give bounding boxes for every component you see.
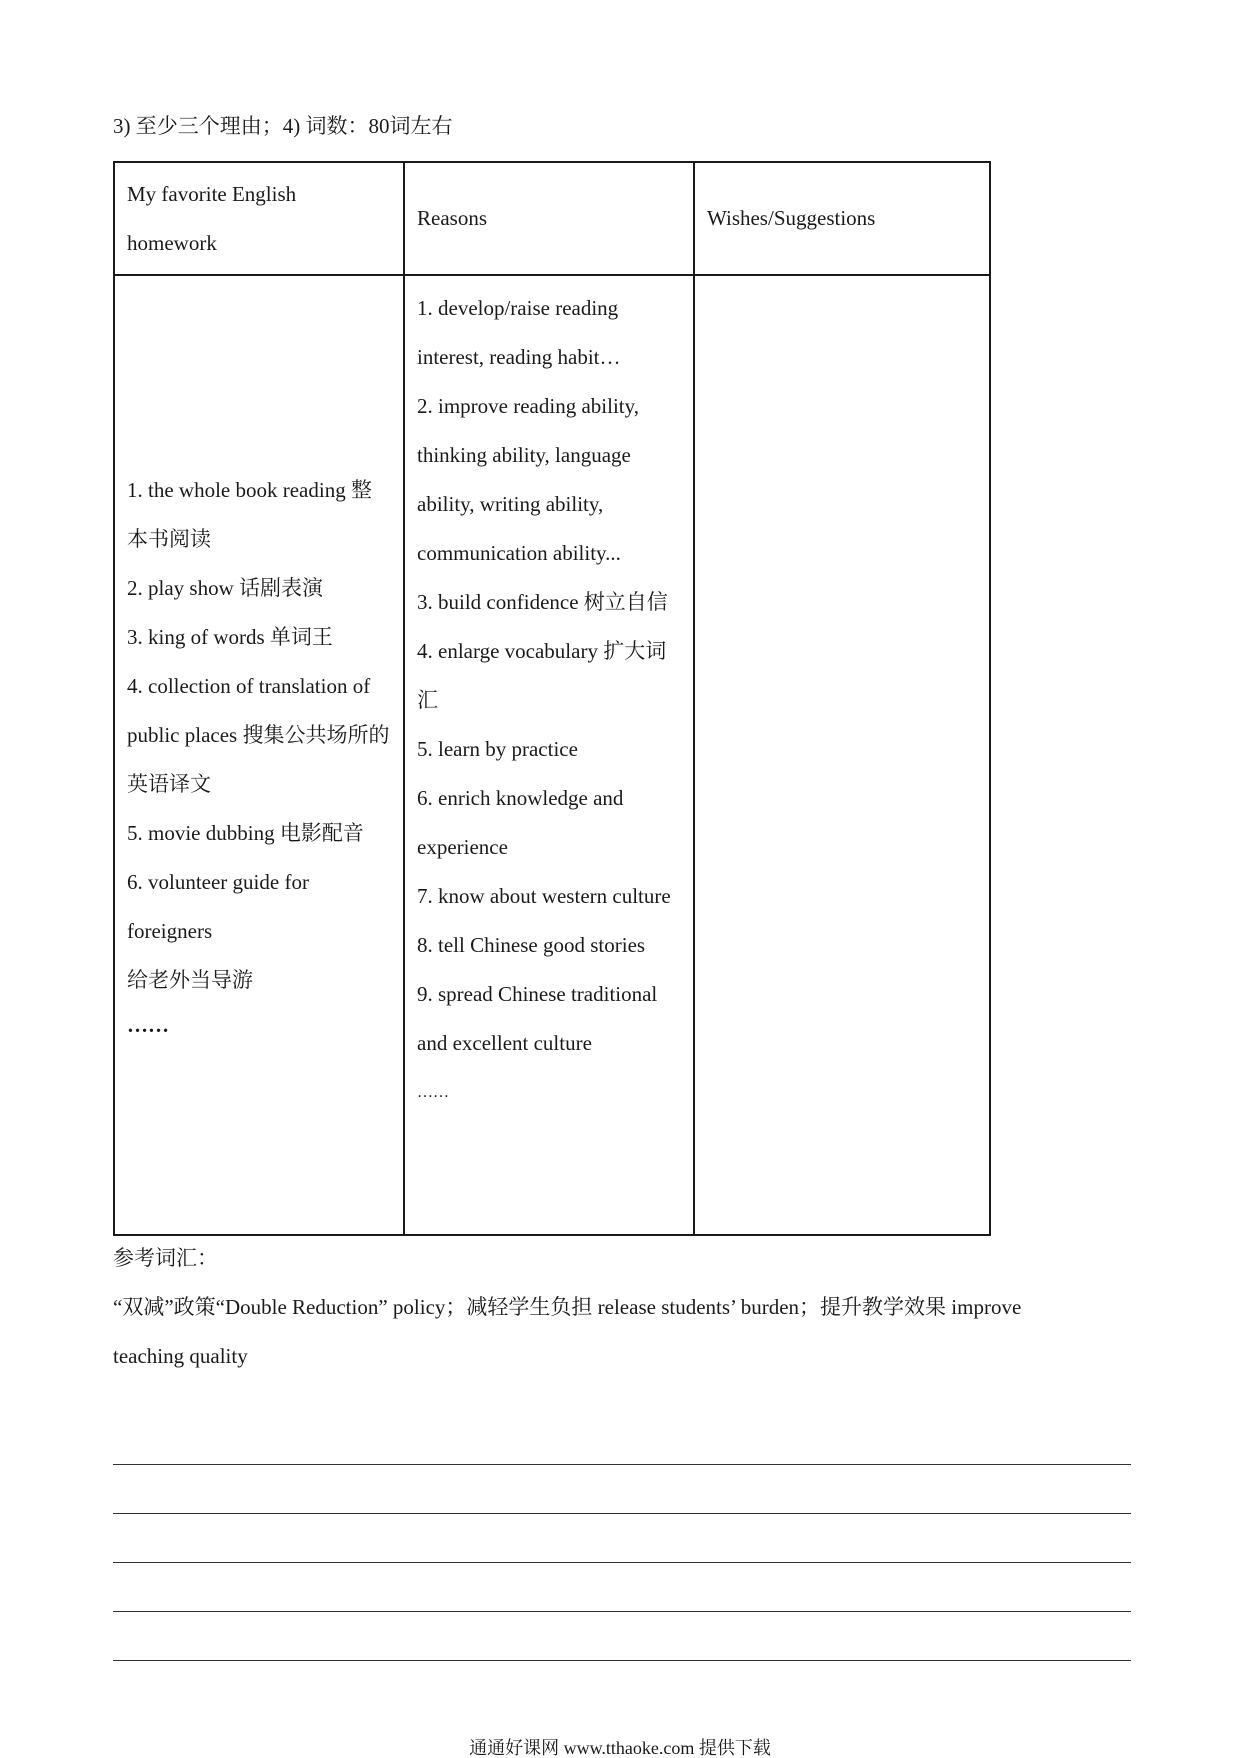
- writing-requirements: 3) 至少三个理由；4) 词数：80词左右: [113, 114, 453, 138]
- reference-vocabulary: [113, 1234, 1073, 1381]
- writing-line: [113, 1612, 1131, 1661]
- reason-item-6: 6. enrich knowledge and experience: [417, 786, 624, 859]
- header-reasons: Reasons: [404, 162, 694, 275]
- suggestions-cell: [694, 275, 990, 1235]
- writing-line: [113, 1514, 1131, 1563]
- homework-item-3: 3. king of words 单词王: [127, 624, 333, 649]
- reason-item-9: 9. spread Chinese traditional and excellent culture: [417, 982, 658, 1055]
- homework-table: [113, 161, 991, 1236]
- reasons-ellipsis: ……: [417, 1084, 449, 1101]
- reason-item-5: 5. learn by practice: [417, 737, 578, 761]
- writing-line: [113, 1563, 1131, 1612]
- page-footer: 通通好课网 www.tthaoke.com 提供下载: [469, 1738, 771, 1758]
- homework-item-6: 6. volunteer guide for foreigners: [127, 869, 309, 943]
- vocab-title: 参考词汇：: [113, 1246, 218, 1270]
- header-favorite-homework: My favorite English homework: [114, 162, 404, 275]
- table-body-row: [114, 275, 990, 1235]
- writing-line: [113, 1416, 1131, 1465]
- header-wishes-suggestions: Wishes/Suggestions: [694, 162, 990, 275]
- writing-area: [113, 1416, 1131, 1661]
- vocab-text: “双减”政策“Double Reduction” policy；减轻学生负担 release students’ burden；提升教学效果 improve teaching quality: [113, 1295, 1022, 1368]
- reason-item-3: 3. build confidence 树立自信: [417, 590, 668, 614]
- writing-line: [113, 1465, 1131, 1514]
- reason-item-2: 2. improve reading ability, thinking ability, language ability, writing ability, communication ability...: [417, 394, 639, 565]
- table-header-row: [114, 162, 990, 275]
- reason-item-1: 1. develop/raise reading interest, reading habit…: [417, 296, 621, 369]
- reason-item-8: 8. tell Chinese good stories: [417, 933, 646, 957]
- homework-item-4: 4. collection of translation of public places 搜集公共场所的英语译文: [127, 673, 390, 796]
- homework-item-5: 5. movie dubbing 电影配音: [127, 820, 364, 845]
- reasons-list-cell: [404, 275, 694, 1235]
- homework-ellipsis: ……: [127, 1012, 169, 1037]
- homework-list-cell: [114, 275, 404, 1235]
- reason-item-4: 4. enlarge vocabulary 扩大词汇: [417, 639, 667, 712]
- homework-item-6-chinese: 给老外当导游: [127, 967, 253, 992]
- reason-item-7: 7. know about western culture: [417, 884, 671, 908]
- homework-item-1: 1. the whole book reading 整本书阅读: [127, 477, 372, 551]
- homework-item-2: 2. play show 话剧表演: [127, 575, 323, 600]
